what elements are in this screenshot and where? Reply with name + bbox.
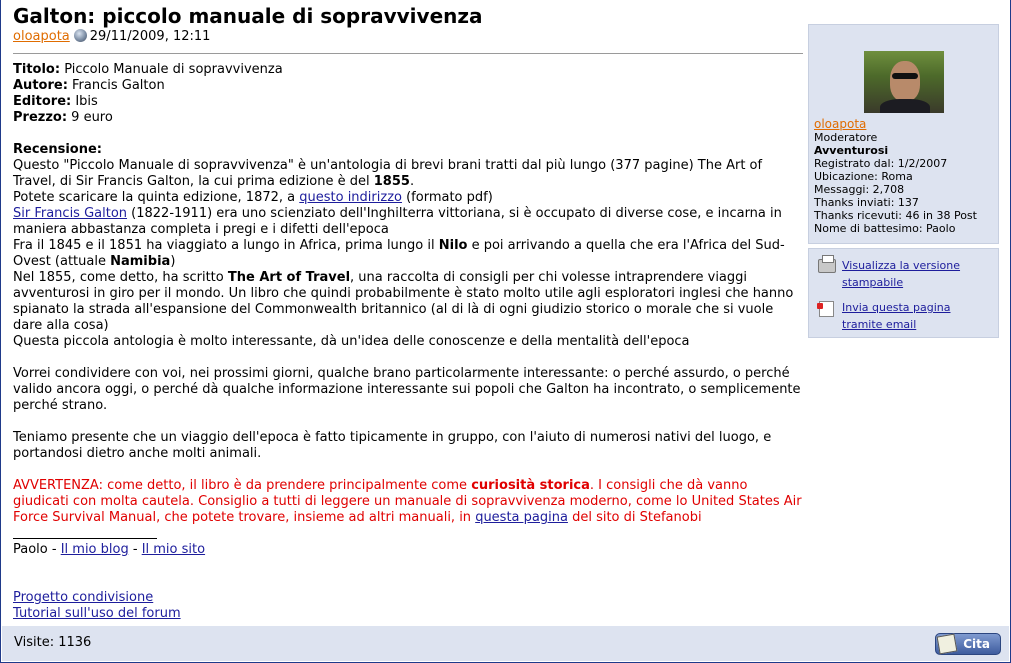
review-heading: Recensione:: [13, 142, 103, 157]
field-title: [13, 62, 803, 78]
profile-role: Moderatore: [814, 131, 878, 144]
review-paragraph-4: Fra il 1845 e il 1851 ha viaggiato a lungo in Africa, prima lungo il Nilo e poi arrivando a quella che era l'Africa del Sud-Ovest (attuale Namibia): [13, 238, 785, 269]
signature: Paolo - Il mio blog - Il mio sito: [13, 542, 206, 557]
sharing-project-link[interactable]: Progetto condivisione: [13, 590, 154, 605]
sig-footer-link-row-2: [13, 606, 803, 622]
field-author: [13, 78, 803, 94]
email-page-link[interactable]: Invia questa pagina tramite email: [842, 301, 951, 331]
quote-button[interactable]: [935, 633, 1001, 655]
quote-button-label: Cita: [963, 637, 990, 651]
book-info: [13, 62, 803, 126]
survival-manuals-link[interactable]: questa pagina: [475, 510, 568, 525]
field-label: Autore:: [13, 78, 68, 93]
review-paragraph-1: Questo "Piccolo Manuale di sopravvivenza" è un'antologia di brevi brani tratti dal più lungo (377 pagine) The Art of Travel, di Sir Francis Galton, la cui prima edizione è del 1855.: [13, 158, 763, 189]
field-price: [13, 110, 803, 126]
forum-tutorial-link[interactable]: Tutorial sull'uso del forum: [13, 606, 181, 621]
field-label: Titolo:: [13, 62, 61, 77]
profile-registered: Registrato dal: 1/2/2007: [814, 157, 948, 170]
post-byline: [13, 29, 803, 47]
profile-location: Ubicazione: Roma: [814, 170, 913, 183]
field-label: Editore:: [13, 94, 72, 109]
profile-thanks-sent: Thanks inviati: 137: [814, 196, 919, 209]
profile-thanks-received: Thanks ricevuti: 46 in 38 Post: [814, 209, 977, 222]
field-label: Prezzo:: [13, 110, 68, 125]
author-profile-panel: [808, 24, 999, 244]
printer-icon: [818, 259, 836, 273]
quote-icon: [937, 634, 958, 655]
site-link[interactable]: Il mio sito: [141, 542, 206, 557]
field-publisher: [13, 94, 803, 110]
profile-username-link[interactable]: oloapota: [814, 117, 867, 131]
profile-group: Avventurosi: [814, 144, 889, 157]
field-value: Piccolo Manuale di sopravvivenza: [60, 62, 283, 77]
profile-real-name: Nome di battesimo: Paolo: [814, 222, 956, 235]
post-datetime: 29/11/2009, 12:11: [89, 29, 211, 44]
review-paragraph-2: Potete scaricare la quinta edizione, 1872, a questo indirizzo (formato pdf): [13, 190, 493, 205]
post-footer-bar: [2, 626, 1009, 661]
review-paragraph-5: Nel 1855, come detto, ha scritto The Art of Travel, una raccolta di consigli per chi volesse intraprendere viaggi avventurosi in giro per il mondo. Un libro che quindi probabilmente è stato molto utile agli esploratori inglesi che hanno spianato la strada all'espansione del Commonwealth britannico (al di là di ogni giudizio storico o morale che si vuole dare alla cosa): [13, 270, 794, 333]
review-paragraph-6: Questa piccola antologia è molto interessante, dà un'idea delle conoscenze e della mentalità dell'epoca: [13, 334, 690, 349]
email-page-icon: [819, 301, 834, 317]
print-version-link[interactable]: Visualizza la versione stampabile: [842, 259, 961, 289]
visit-count: Visite: 1136: [14, 635, 92, 650]
author-link[interactable]: oloapota: [13, 29, 70, 44]
page-actions-panel: [808, 248, 999, 338]
review-paragraph-7: Vorrei condividere con voi, nei prossimi giorni, qualche brano particolarmente interessante: o perché assurdo, o perché valido ancora oggi, o perché dà qualche informazione interessante sui popoli che Galton ha incontrato, o semplicemente perché strano.: [13, 366, 801, 413]
field-value: Ibis: [71, 94, 98, 109]
blog-link[interactable]: Il mio blog: [60, 542, 129, 557]
post-title: Galton: piccolo manuale di sopravvivenza: [13, 4, 483, 28]
sig-footer-link-row-1: [13, 590, 803, 606]
print-action: [816, 257, 991, 291]
post-body: [13, 0, 803, 622]
avatar: [864, 51, 944, 113]
field-value: 9 euro: [67, 110, 113, 125]
pdf-download-link[interactable]: questo indirizzo: [299, 190, 402, 205]
field-value: Francis Galton: [67, 78, 165, 93]
online-status-icon: [74, 29, 87, 42]
galton-wiki-link[interactable]: Sir Francis Galton: [13, 206, 128, 221]
email-action: [816, 299, 991, 333]
review-paragraph-8: Teniamo presente che un viaggio dell'epoca è fatto tipicamente in gruppo, con l'aiuto di numerosi nativi del luogo, e portandosi dietro anche molti animali.: [13, 430, 772, 461]
title-divider: [13, 53, 803, 54]
review-paragraph-3: Sir Francis Galton (1822-1911) era uno scienziato dell'Inghilterra vittoriana, si è occupato di diverse cose, e incarna in maniera abbastanza completa i pregi e i difetti dell'epoca: [13, 206, 782, 237]
profile-messages: Messaggi: 2,708: [814, 183, 905, 196]
warning-paragraph: AVVERTENZA: come detto, il libro è da prendere principalmente come curiosità storica. I consigli che dà vanno giudicati con molta cautela. Consiglio a tutti di leggere un manuale di sopravvivenza moderno, come lo United States Air Force Survival Manual, che potete trovare, insieme ad altri manuali, in questa pagina del sito di Stefanobi: [13, 478, 802, 525]
